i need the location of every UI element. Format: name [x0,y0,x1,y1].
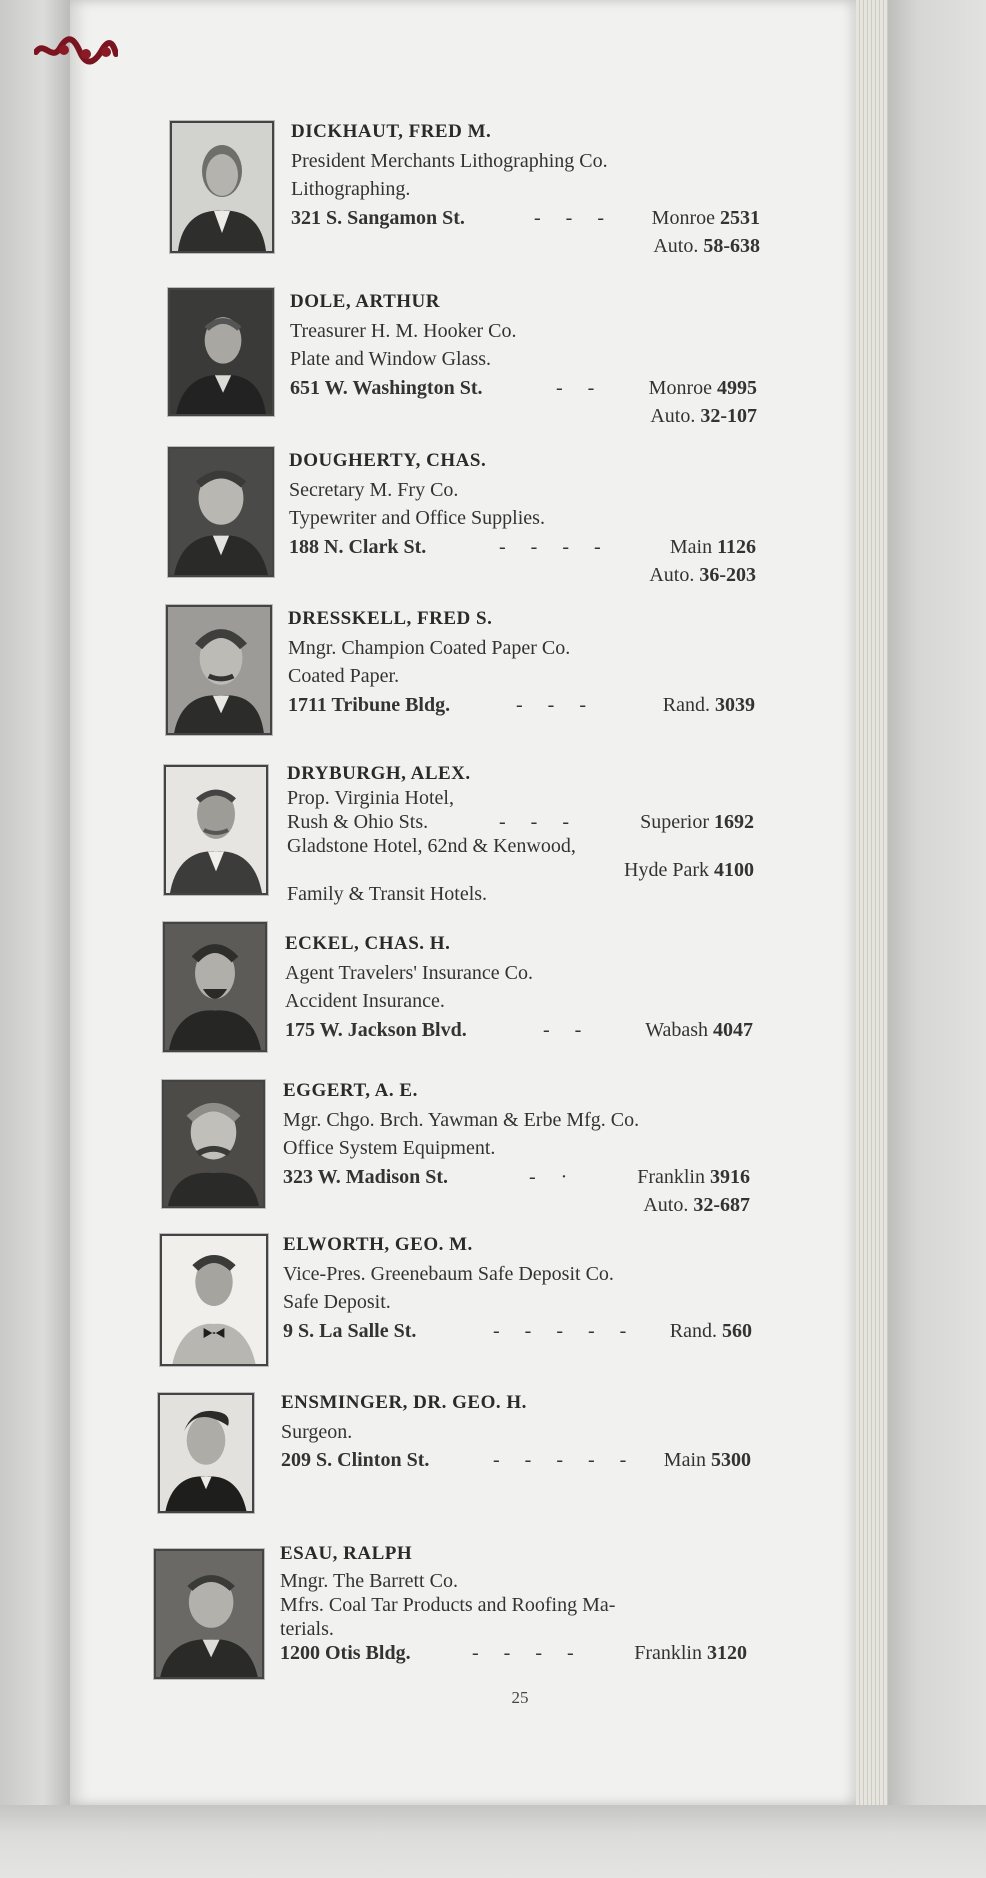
entry-line: Safe Deposit. [283,1291,391,1313]
entry-line: Mgr. Chgo. Brch. Yawman & Erbe Mfg. Co. [283,1108,640,1131]
portrait-photo [160,1234,268,1366]
portrait-icon [168,607,270,733]
portrait-photo [164,765,268,895]
leader-dots: - - - [499,811,579,833]
leader-dots: - - - - [472,1642,584,1664]
adjacent-page-edge [0,0,72,1878]
entry-name: ECKEL, CHAS. H. [285,933,451,954]
entry-line: Plate and Window Glass. [290,348,492,370]
entry-text [288,605,755,719]
entry-name: DOLE, ARTHUR [290,291,440,312]
portrait-photo [163,922,267,1052]
address-row [285,1016,753,1045]
leader-dots: - - [556,376,605,399]
phone: Superior 1692 [640,811,754,833]
address-row [283,1317,752,1346]
background-bottom [0,1805,986,1878]
address-row [291,204,760,233]
leader-dots: - - - - [499,535,611,558]
entry-line: Office System Equipment. [283,1137,496,1159]
entry-text [281,1389,751,1475]
portrait-photo [162,1080,265,1208]
address: 188 N. Clark St. [289,535,427,558]
portrait-photo [170,121,274,253]
entry-line: Secretary M. Fry Co. [289,478,459,501]
phone: Rand. 560 [669,1319,752,1342]
portrait-icon [164,1082,263,1206]
portrait-photo [168,447,274,577]
entry-text [287,762,754,906]
phone: Main 1126 [669,535,756,558]
entry-line: terials. [280,1618,334,1640]
entry-text [290,288,757,431]
portrait-icon [170,449,272,575]
address: 175 W. Jackson Blvd. [285,1018,467,1041]
portrait-icon [162,1236,266,1364]
entry-text [285,930,753,1044]
address: Rush & Ohio Sts. [287,811,429,833]
entry-name: ENSMINGER, DR. GEO. H. [281,1392,527,1413]
portrait-photo [166,605,272,735]
address-row [290,374,757,403]
portrait-icon [170,290,272,414]
phone: Monroe 2531 [651,206,760,229]
entry-line: Vice-Pres. Greenebaum Safe Deposit Co. [283,1262,614,1285]
page-stack-edge [856,0,888,1810]
address: 323 W. Madison St. [283,1165,449,1188]
leader-dots: - - - - - [493,1319,637,1342]
entry-line: Mngr. Champion Coated Paper Co. [288,636,571,659]
entry-line: Mfrs. Coal Tar Products and Roofing Ma- [280,1594,616,1616]
entry-name: DICKHAUT, FRED M. [291,121,492,142]
address: 9 S. La Salle St. [283,1319,417,1342]
address-row [288,691,755,720]
auto-phone: Auto. 32-687 [643,1194,750,1216]
portrait-icon [160,1395,252,1511]
portrait-icon [166,767,266,893]
entry-text [283,1077,750,1220]
address-row [283,1163,750,1192]
entry-line: Lithographing. [291,178,411,200]
address-row [287,810,754,834]
auto-phone: Auto. 36-203 [649,564,756,586]
address: 1200 Otis Bldg. [280,1642,411,1664]
entry-line: Accident Insurance. [285,990,445,1012]
background-right [888,0,986,1878]
address-row [289,533,756,562]
portrait-icon [165,924,265,1050]
entry-line: Coated Paper. [288,665,400,687]
address: 321 S. Sangamon St. [291,206,465,229]
entry-name: DRESSKELL, FRED S. [288,608,493,629]
portrait-icon [156,1551,262,1677]
leader-dots: - · [529,1165,578,1188]
phone: Monroe 4995 [648,376,757,399]
entry-line: Family & Transit Hotels. [287,883,488,905]
auto-phone: Auto. 58-638 [653,235,760,257]
entry-line: Prop. Virginia Hotel, [287,787,454,809]
portrait-photo [154,1549,264,1679]
entry-name: ELWORTH, GEO. M. [283,1234,473,1255]
entry-text [280,1539,747,1665]
entry-text [291,118,760,261]
entry-name: DRYBURGH, ALEX. [287,763,471,784]
phone: Rand. 3039 [662,693,755,716]
entry-line: President Merchants Lithographing Co. [291,149,608,172]
entry-line: Treasurer H. M. Hooker Co. [290,319,517,342]
phone: Wabash 4047 [645,1018,753,1041]
auto-phone: Auto. 32-107 [650,405,757,427]
phone: Franklin 3120 [634,1642,747,1664]
leader-dots: - - [543,1018,592,1041]
binding-thread-icon [34,32,118,72]
entry-line: Surgeon. [281,1420,353,1443]
address: 1711 Tribune Bldg. [288,693,451,716]
leader-dots: - - - [516,693,596,716]
entry-name: DOUGHERTY, CHAS. [289,450,487,471]
entry-text [283,1231,752,1345]
entry-line: Gladstone Hotel, 62nd & Kenwood, [287,835,576,857]
entry-line: Typewriter and Office Supplies. [289,507,545,529]
leader-dots: - - - [534,206,614,229]
entry-line: Agent Travelers' Insurance Co. [285,961,533,984]
entry-name: EGGERT, A. E. [283,1080,418,1101]
address-row [280,1641,747,1665]
secondary-phone: Hyde Park 4100 [624,859,754,881]
portrait-icon [172,123,272,251]
address: 209 S. Clinton St. [281,1449,430,1471]
portrait-photo [168,288,274,416]
entry-text [289,447,756,590]
entry-name: ESAU, RALPH [280,1543,413,1564]
phone: Franklin 3916 [637,1165,750,1188]
page-number: 25 [511,1688,529,1707]
address-row [281,1446,751,1475]
entry-line: Mngr. The Barrett Co. [280,1570,458,1592]
leader-dots: - - - - - [493,1449,637,1471]
phone: Main 5300 [663,1449,751,1471]
portrait-photo [158,1393,254,1513]
address: 651 W. Washington St. [290,376,483,399]
